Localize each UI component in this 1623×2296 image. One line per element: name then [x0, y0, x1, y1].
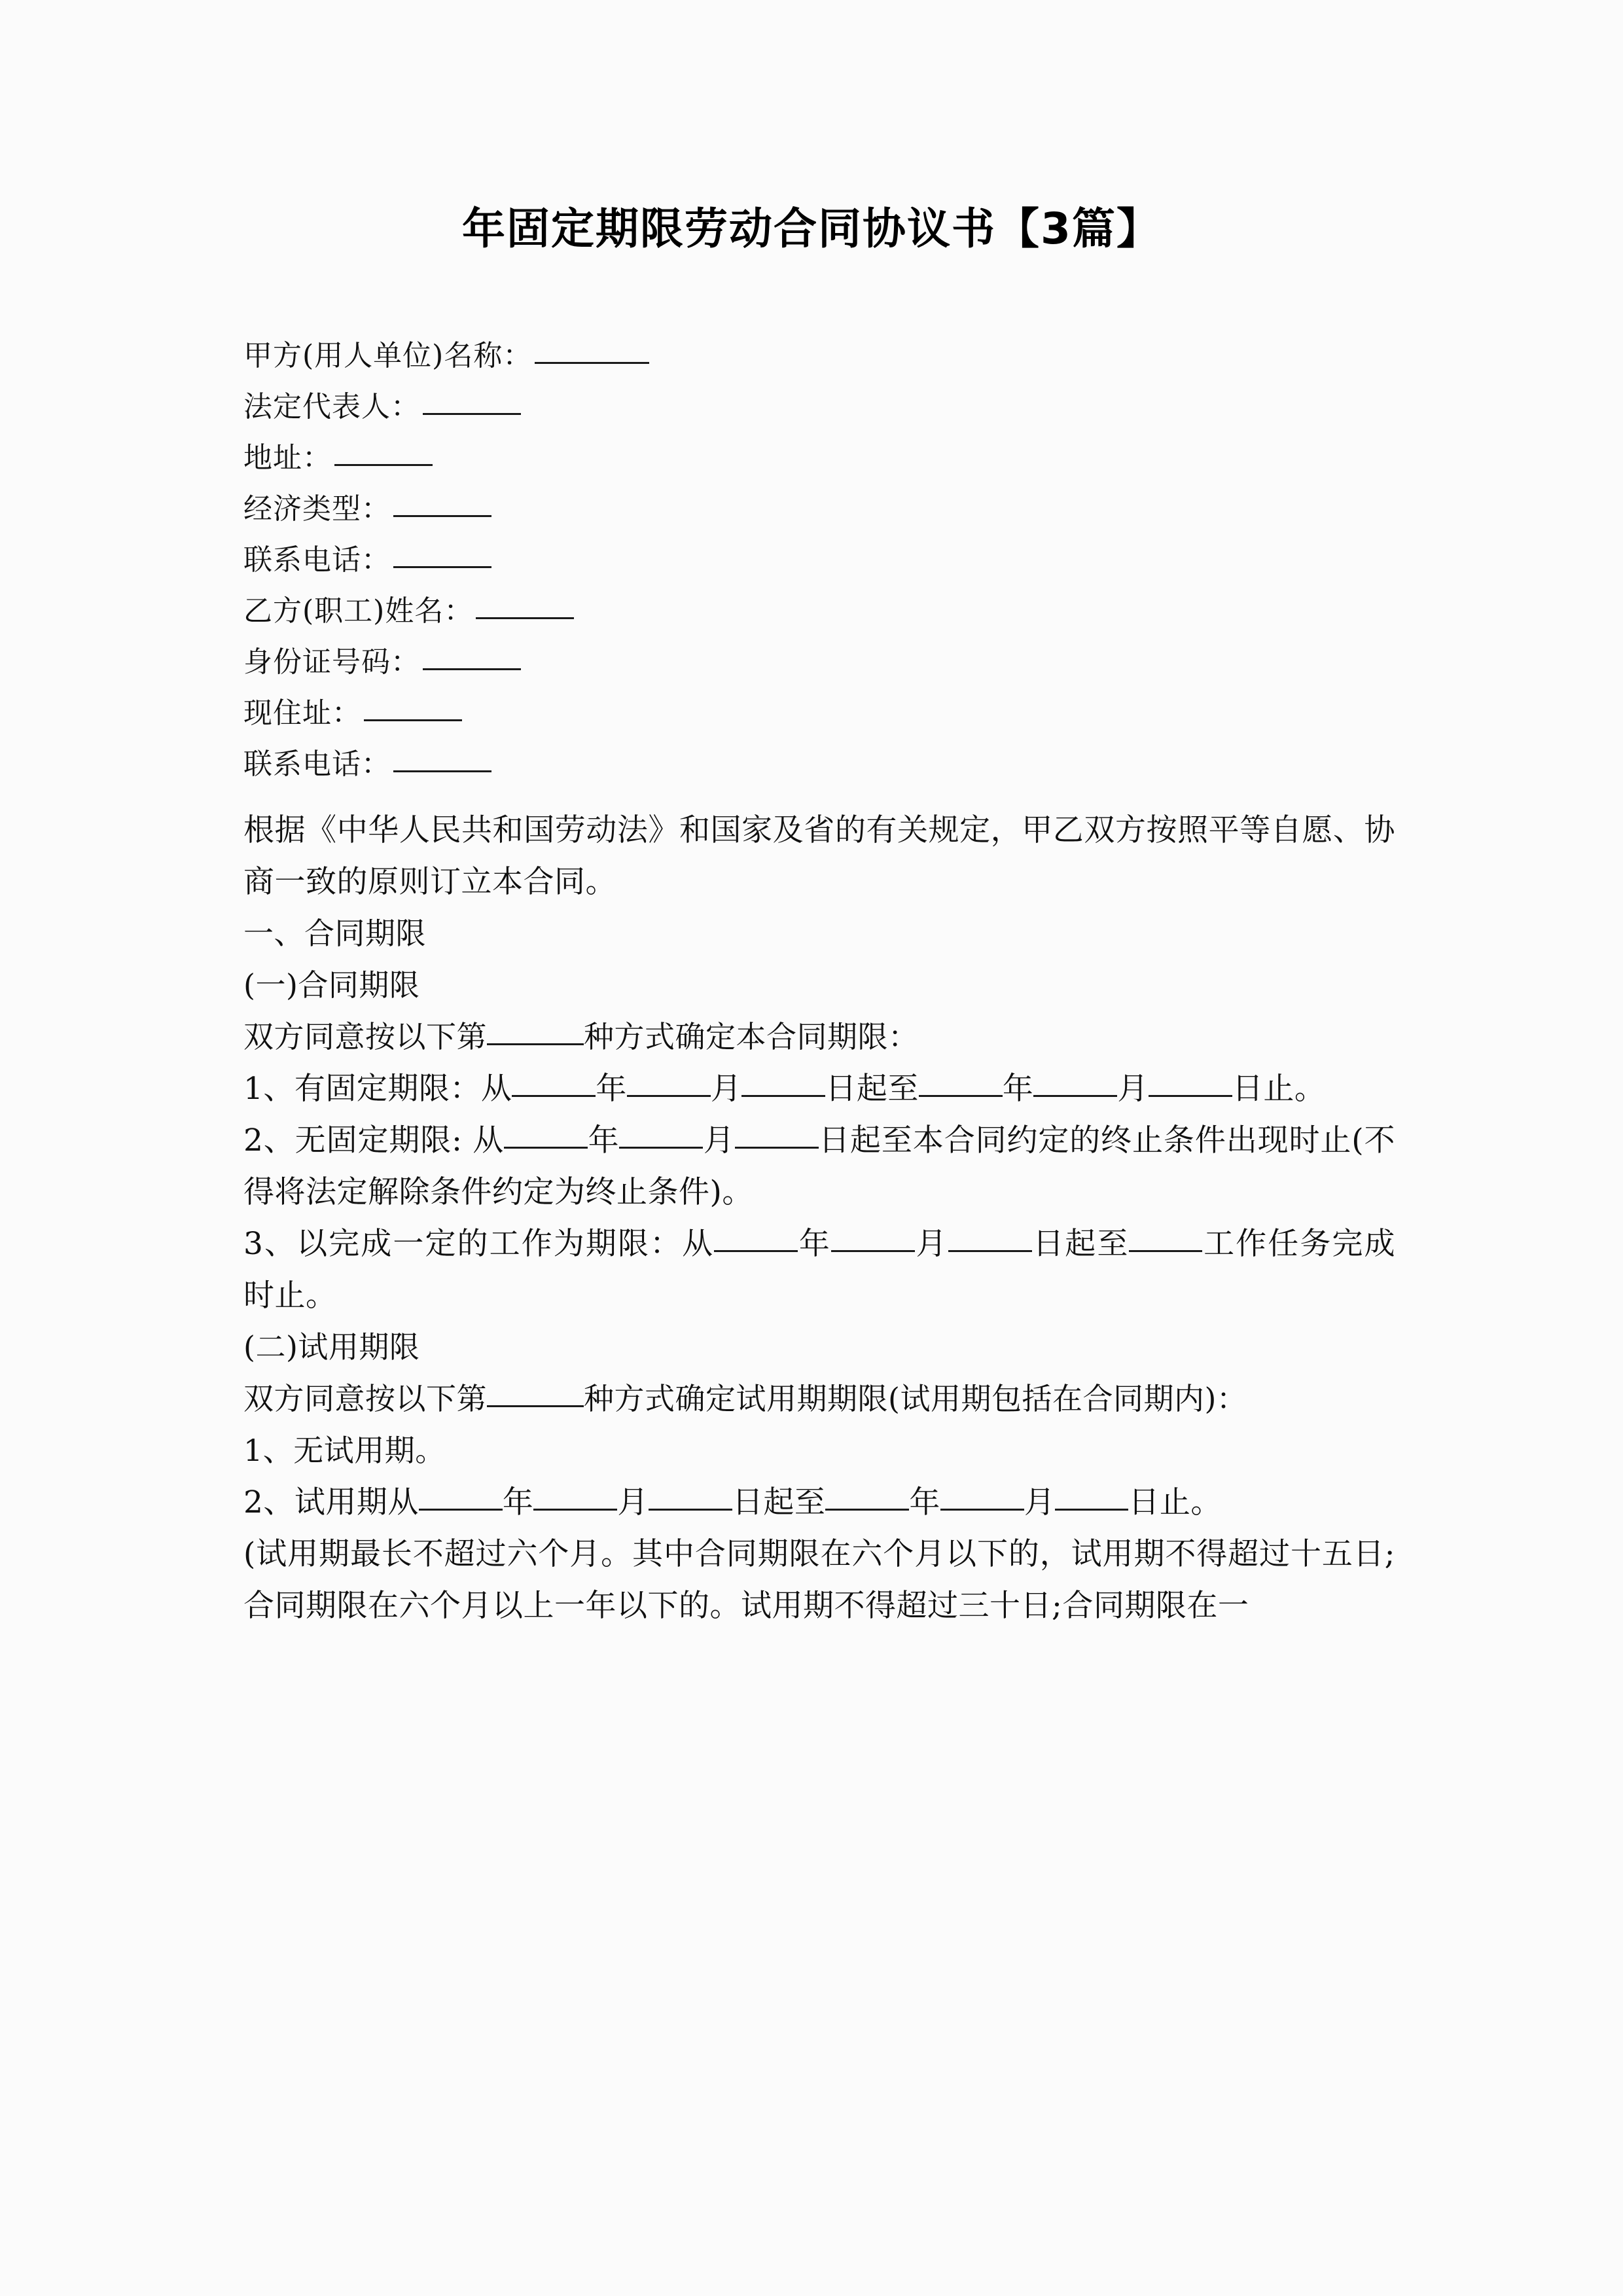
field-label: 甲方(用人单位)名称： [243, 339, 533, 372]
unit-month-2: 月 [1024, 1484, 1056, 1520]
probation-selection-line [243, 1373, 1395, 1425]
field-label: 经济类型： [243, 492, 391, 526]
field-blank[interactable] [423, 668, 521, 670]
month-blank[interactable] [619, 1147, 703, 1149]
field-row-party-a-phone [243, 535, 1395, 586]
year-blank[interactable] [419, 1509, 503, 1511]
preamble-text: 根据《中华人民共和国劳动法》和国家及省的有关规定，甲乙双方按照平等自愿、协商一致的原则订立本合同。 [243, 812, 1395, 900]
field-label: 身份证号码： [243, 645, 420, 679]
field-label: 现住址： [243, 696, 361, 730]
unit-day-to: 日起至 [1031, 1226, 1130, 1262]
field-blank[interactable] [423, 413, 521, 415]
probation-note-paragraph [243, 1528, 1395, 1632]
field-blank[interactable] [393, 770, 491, 772]
term-item-3-tail: 工作任务完成时止。 [243, 1226, 1396, 1314]
day-blank-2[interactable] [1055, 1509, 1128, 1511]
document-body [243, 331, 1395, 1632]
term-item-1-lead: 1、有固定期限：从 [243, 1071, 512, 1107]
term-selection-line [243, 1011, 1395, 1063]
year-blank[interactable] [504, 1147, 588, 1149]
term-item-3-lead: 3、以完成一定的工作为期限：从 [243, 1226, 715, 1262]
year-blank-2[interactable] [919, 1095, 1003, 1097]
field-row-party-b-phone [243, 739, 1395, 790]
month-blank[interactable] [831, 1250, 915, 1252]
unit-month: 月 [617, 1484, 649, 1520]
probation-item-2-lead: 2、试用期从 [243, 1484, 419, 1520]
term-item-2-tail: 日起至本合同约定的终止条件出现时止(不得将法定解除条件约定为终止条件)。 [243, 1122, 1395, 1210]
unit-day-to: 日起至 [732, 1484, 826, 1520]
unit-day-end: 日止。 [1232, 1071, 1326, 1107]
probation-note-text: (试用期最长不超过六个月。其中合同期限在六个月以下的，试用期不得超过十五日;合同期限在六个月以上一年以下的。试用期不得超过三十日;合同期限在一 [243, 1536, 1395, 1624]
field-blank[interactable] [535, 362, 649, 364]
term-option-blank[interactable] [487, 1043, 584, 1045]
field-blank[interactable] [476, 617, 574, 619]
field-row-economic-type [243, 484, 1395, 535]
term-item-3 [243, 1218, 1395, 1321]
field-row-legal-representative [243, 382, 1395, 433]
subsection-heading-one-one: (一)合同期限 [243, 967, 420, 1003]
field-blank[interactable] [364, 719, 462, 721]
day-blank[interactable] [735, 1147, 819, 1149]
field-row-party-a-name [243, 331, 1395, 382]
preamble-paragraph [243, 804, 1395, 908]
field-label: 乙方(职工)姓名： [243, 594, 474, 628]
page-title: 年固定期限劳动合同协议书【3篇】 [462, 204, 1161, 254]
year-blank-2[interactable] [825, 1509, 909, 1511]
day-blank-2[interactable] [1149, 1095, 1232, 1097]
subsection-heading-one-two: (二)试用期限 [243, 1329, 420, 1365]
field-label: 联系电话： [243, 747, 391, 781]
unit-month-2: 月 [1117, 1071, 1149, 1107]
unit-year: 年 [596, 1071, 627, 1107]
field-blank[interactable] [393, 515, 491, 517]
month-blank-2[interactable] [940, 1509, 1024, 1511]
term-item-2-lead: 2、无固定期限: 从 [243, 1122, 505, 1158]
term-item-1 [243, 1063, 1395, 1115]
field-row-party-b-name [243, 586, 1395, 637]
unit-day-to: 日起至 [825, 1071, 919, 1107]
month-blank[interactable] [627, 1095, 711, 1097]
probation-intro-before: 双方同意按以下第 [243, 1381, 487, 1416]
probation-item-2 [243, 1477, 1395, 1528]
field-blank[interactable] [393, 566, 491, 568]
day-blank[interactable] [741, 1095, 825, 1097]
term-item-2 [243, 1115, 1395, 1218]
unit-year: 年 [502, 1484, 534, 1520]
probation-intro-after: 种方式确定试用期期限(试用期包括在合同期内)： [584, 1381, 1247, 1416]
field-label: 法定代表人： [243, 390, 420, 423]
term-intro-after: 种方式确定本合同期限： [584, 1019, 919, 1054]
probation-option-blank[interactable] [487, 1405, 584, 1407]
task-blank[interactable] [1129, 1250, 1202, 1252]
field-label: 联系电话： [243, 543, 391, 577]
unit-year: 年 [588, 1122, 620, 1158]
day-blank[interactable] [948, 1250, 1032, 1252]
unit-month: 月 [710, 1071, 742, 1107]
year-blank[interactable] [714, 1250, 798, 1252]
year-blank[interactable] [512, 1095, 596, 1097]
month-blank-2[interactable] [1033, 1095, 1117, 1097]
unit-year-2: 年 [909, 1484, 940, 1520]
unit-year: 年 [798, 1226, 831, 1262]
unit-month: 月 [914, 1226, 948, 1262]
month-blank[interactable] [533, 1509, 617, 1511]
day-blank[interactable] [649, 1509, 732, 1511]
field-row-address [243, 433, 1395, 484]
term-intro-before: 双方同意按以下第 [243, 1019, 487, 1054]
unit-day-end: 日止。 [1128, 1484, 1222, 1520]
probation-item-1: 1、无试用期。 [243, 1433, 446, 1468]
field-label: 地址： [243, 441, 332, 475]
section-heading-one: 一、合同期限 [243, 916, 426, 951]
unit-month: 月 [703, 1122, 735, 1158]
field-blank[interactable] [334, 464, 433, 466]
field-row-current-address [243, 688, 1395, 739]
spacer [243, 790, 1395, 804]
field-row-id-number [243, 637, 1395, 688]
unit-year-2: 年 [1002, 1071, 1034, 1107]
